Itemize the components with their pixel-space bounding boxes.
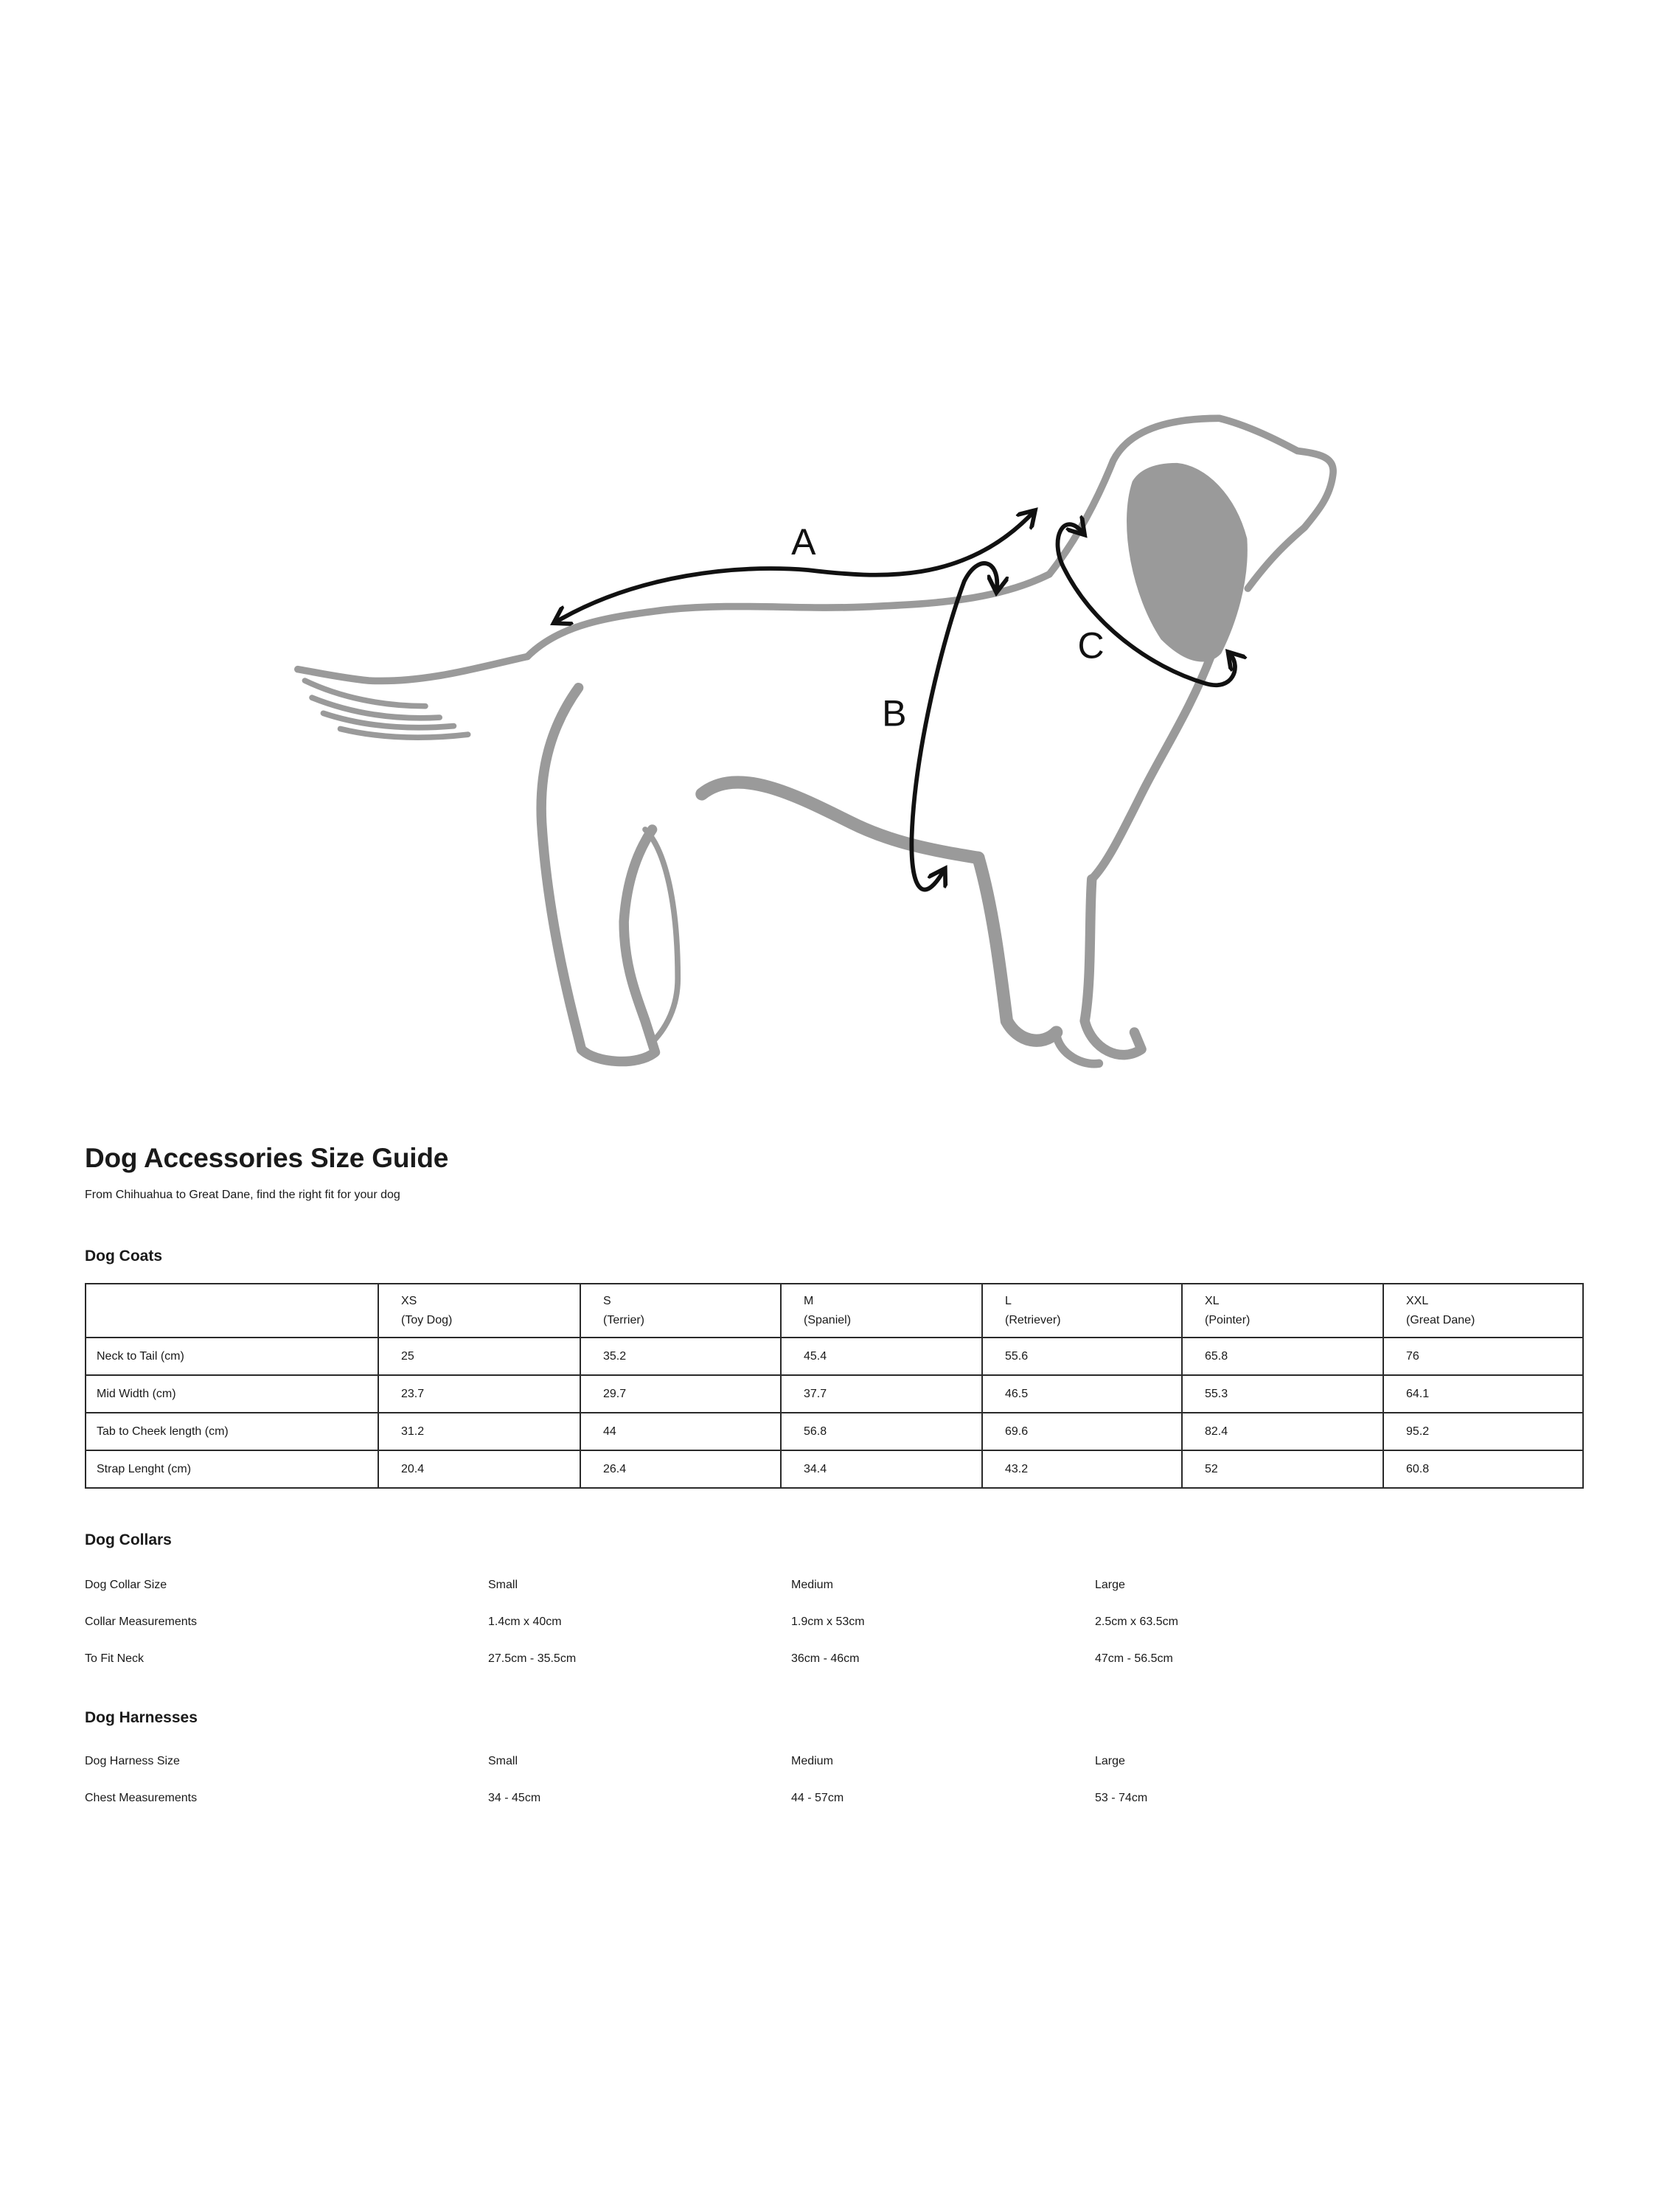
table-cell: 55.3 [1182, 1375, 1383, 1413]
coats-heading: Dog Coats [85, 1248, 162, 1265]
row-label: Collar Measurements [85, 1615, 198, 1628]
table-cell: 29.7 [580, 1375, 781, 1413]
table-cell: 34.4 [781, 1450, 982, 1488]
row-value: Medium [791, 1755, 833, 1767]
table-row [86, 1375, 1583, 1413]
row-value: Large [1095, 1579, 1125, 1591]
dog-silhouette-icon [298, 418, 1333, 1063]
row-label: Dog Collar Size [85, 1579, 167, 1591]
row-value: Small [488, 1755, 518, 1767]
table-cell: 82.4 [1182, 1413, 1383, 1450]
table-cell: 95.2 [1383, 1413, 1583, 1450]
row-value: Medium [791, 1579, 833, 1591]
row-label: Mid Width (cm) [86, 1375, 378, 1413]
label-c: C [1077, 625, 1105, 667]
column-header: XS (Toy Dog) [378, 1284, 580, 1338]
row-value: 53 - 74cm [1095, 1792, 1148, 1804]
table-cell: 37.7 [781, 1375, 982, 1413]
table-cell: 69.6 [982, 1413, 1182, 1450]
table-cell: 52 [1182, 1450, 1383, 1488]
column-header: XXL (Great Dane) [1383, 1284, 1583, 1338]
page-subtitle: From Chihuahua to Great Dane, find the right fit for your dog [85, 1189, 400, 1201]
table-cell: 25 [378, 1338, 580, 1375]
table-cell: 56.8 [781, 1413, 982, 1450]
table-cell: 60.8 [1383, 1450, 1583, 1488]
column-header: S (Terrier) [580, 1284, 781, 1338]
column-header: L (Retriever) [982, 1284, 1182, 1338]
row-value: 47cm - 56.5cm [1095, 1652, 1173, 1665]
table-row [86, 1338, 1583, 1375]
row-value: 2.5cm x 63.5cm [1095, 1615, 1178, 1628]
row-value: 36cm - 46cm [791, 1652, 860, 1665]
table-cell: 64.1 [1383, 1375, 1583, 1413]
row-label: Tab to Cheek length (cm) [86, 1413, 378, 1450]
table-cell: 26.4 [580, 1450, 781, 1488]
row-value: 1.9cm x 53cm [791, 1615, 865, 1628]
table-cell: 23.7 [378, 1375, 580, 1413]
table-cell: 46.5 [982, 1375, 1182, 1413]
harnesses-heading: Dog Harnesses [85, 1709, 198, 1726]
table-row [86, 1413, 1583, 1450]
table-cell: 35.2 [580, 1338, 781, 1375]
coats-size-table [85, 1283, 1584, 1489]
table-cell: 43.2 [982, 1450, 1182, 1488]
row-label: Neck to Tail (cm) [86, 1338, 378, 1375]
row-value: 1.4cm x 40cm [488, 1615, 562, 1628]
table-cell: 31.2 [378, 1413, 580, 1450]
table-cell: 45.4 [781, 1338, 982, 1375]
collars-heading: Dog Collars [85, 1531, 172, 1548]
label-a: A [791, 521, 816, 563]
row-value: Large [1095, 1755, 1125, 1767]
table-cell: 44 [580, 1413, 781, 1450]
table-row [86, 1450, 1583, 1488]
row-label: Dog Harness Size [85, 1755, 180, 1767]
row-value: 34 - 45cm [488, 1792, 541, 1804]
measure-b-arrow [911, 563, 997, 890]
empty-header-cell [86, 1284, 378, 1338]
page-title: Dog Accessories Size Guide [85, 1143, 449, 1173]
table-header-row [86, 1284, 1583, 1338]
table-cell: 65.8 [1182, 1338, 1383, 1375]
table-cell: 76 [1383, 1338, 1583, 1375]
column-header: M (Spaniel) [781, 1284, 982, 1338]
label-b: B [882, 692, 907, 734]
row-value: Small [488, 1579, 518, 1591]
row-value: 44 - 57cm [791, 1792, 844, 1804]
row-label: Chest Measurements [85, 1792, 198, 1804]
row-value: 27.5cm - 35.5cm [488, 1652, 577, 1665]
table-cell: 20.4 [378, 1450, 580, 1488]
column-header: XL (Pointer) [1182, 1284, 1383, 1338]
row-label: Strap Lenght (cm) [86, 1450, 378, 1488]
row-label: To Fit Neck [85, 1652, 145, 1665]
table-cell: 55.6 [982, 1338, 1182, 1375]
